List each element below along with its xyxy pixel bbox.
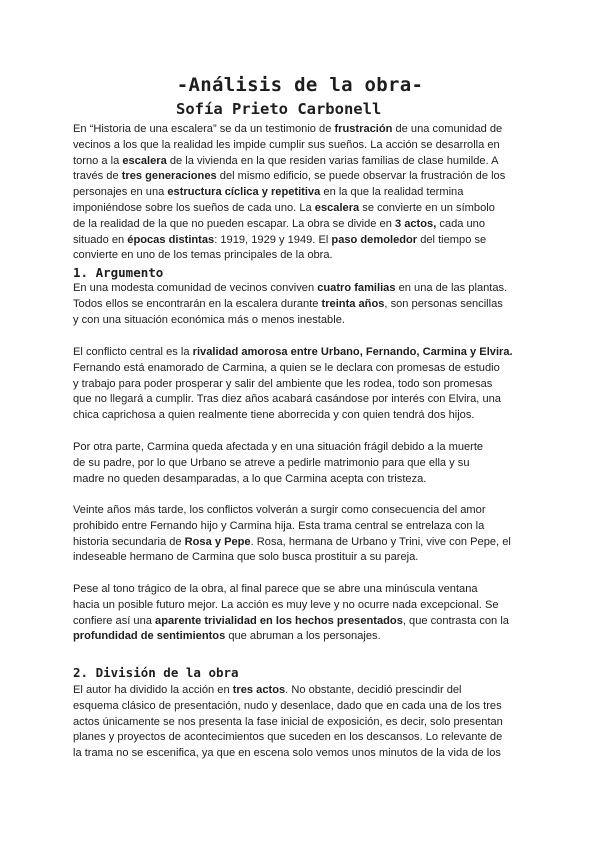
text-line bbox=[73, 582, 531, 598]
text-run: imponiéndose sobre los sueños de cada uno. La bbox=[73, 201, 315, 214]
text-line bbox=[73, 519, 531, 535]
text-run: , que contrasta con la bbox=[402, 614, 509, 627]
text-run: . No obstante, decidió prescindir del bbox=[285, 684, 462, 696]
text-run: Pese al tono trágico de la obra, al final parece que se abre una minúscula ventana bbox=[73, 583, 478, 595]
text-line bbox=[73, 629, 531, 645]
text-run: En una modesta comunidad de vecinos conviven bbox=[73, 282, 318, 294]
text-line bbox=[73, 440, 531, 456]
text-line bbox=[73, 248, 531, 264]
bold-text: treinta años bbox=[321, 297, 385, 310]
argumento-paragraph-4 bbox=[73, 503, 531, 566]
text-run: chica caprichosa a quien realmente tiene aborrecida y con quien tendrá dos hijos. bbox=[73, 409, 475, 422]
text-run: Por otra parte, Carmina queda afectada y en una situación frágil debido a la muerte bbox=[73, 441, 484, 453]
text-run: situado en bbox=[73, 233, 128, 246]
text-run: madre no queden desamparadas, a lo que Carmina acepta con tristeza. bbox=[73, 472, 427, 485]
text-run: del mismo edificio, se puede observar la frustración de los bbox=[216, 170, 506, 183]
text-line bbox=[73, 598, 531, 614]
text-run: : 1919, 1929 y 1949. El bbox=[214, 233, 332, 246]
bold-text: tres actos bbox=[232, 684, 286, 696]
argumento-paragraph-3 bbox=[73, 440, 531, 487]
text-run: confiere así una bbox=[73, 614, 156, 627]
text-run: de la vivienda en la que residen varias familias de clase humilde. A bbox=[166, 154, 499, 167]
section-heading-argumento: 1. Argumento bbox=[73, 265, 164, 280]
text-run: esquema clásico de presentación, nudo y desenlace, dado que en cada una de los tres bbox=[73, 699, 502, 712]
text-line bbox=[73, 550, 531, 566]
text-run: Todos ellos se encontrarán en la escalera durante bbox=[73, 297, 322, 310]
page-title: -Análisis de la obra- bbox=[176, 74, 424, 96]
argumento-paragraph-2 bbox=[73, 345, 531, 424]
text-line bbox=[73, 233, 531, 249]
text-run: se convierte en un símbolo bbox=[359, 201, 495, 214]
text-line bbox=[73, 535, 531, 551]
bold-text: tres generaciones bbox=[121, 170, 217, 183]
text-line bbox=[73, 138, 531, 154]
bold-text: cuatro familias bbox=[317, 282, 396, 294]
text-line bbox=[73, 297, 531, 313]
text-run: El autor ha dividido la acción en bbox=[73, 684, 233, 696]
text-line bbox=[73, 683, 531, 699]
text-run: de la realidad de la que no pueden escapar. La obra se divide en bbox=[73, 217, 395, 230]
text-run: través de bbox=[73, 170, 122, 183]
text-line bbox=[73, 715, 531, 731]
text-line bbox=[73, 122, 531, 138]
text-run: Veinte años más tarde, los conflictos volverán a surgir como consecuencia del amor bbox=[73, 504, 486, 516]
bold-text: frustración bbox=[334, 123, 393, 135]
text-line bbox=[73, 154, 531, 170]
bold-text: aparente trivialidad en los hechos presentados bbox=[155, 614, 403, 627]
bold-text: profundidad de sentimientos bbox=[73, 630, 226, 643]
text-run: planes y proyectos de acontecimientos que suceden en los descansos. Lo relevante de bbox=[73, 731, 503, 744]
bold-text: escalera bbox=[314, 201, 360, 214]
text-line bbox=[73, 699, 531, 715]
text-run: Fernando está enamorado de Carmina, a quien se le declara con promesas de estudio bbox=[73, 361, 500, 374]
bold-text: 3 actos, bbox=[394, 217, 437, 230]
text-run: de su padre, por lo que Urbano se atreve a pedirle matrimonio para que ella y su bbox=[73, 456, 470, 469]
text-run: y con una situación económica más o menos inestable. bbox=[73, 313, 345, 326]
text-run: torno a la bbox=[73, 154, 123, 167]
text-run: y trabajo para poder prosperar y salir del ambiente que les rodea, todo son promesas bbox=[73, 377, 493, 390]
bold-text: épocas distintas bbox=[127, 233, 215, 246]
argumento-paragraph-1 bbox=[73, 281, 531, 328]
text-run: que no llegará a cumplir. Tras diez años acabará casándose por interés con Elvira, una bbox=[73, 393, 501, 406]
text-run: del tiempo se bbox=[417, 233, 487, 246]
text-run: en una de las plantas. bbox=[395, 282, 508, 294]
bold-text: rivalidad amorosa entre Urbano, Fernando, Carmina y Elvira. bbox=[192, 346, 513, 358]
text-line bbox=[73, 472, 531, 488]
text-line bbox=[73, 169, 531, 185]
text-line bbox=[73, 185, 531, 201]
text-run: actos únicamente se nos presenta la fase inicial de exposición, es decir, solo presentan bbox=[73, 715, 503, 728]
text-run: . Rosa, hermana de Urbano y Trini, vive con Pepe, el bbox=[250, 535, 511, 548]
text-run: en la que la realidad termina bbox=[320, 186, 464, 199]
intro-paragraph bbox=[73, 122, 531, 264]
text-run: En “Historia de una escalera” se da un testimonio de bbox=[73, 123, 335, 135]
text-run: indeseable hermano de Carmina que solo busca prostituir a su pareja. bbox=[73, 551, 419, 564]
text-run: hacia un posible futuro mejor. La acción es muy leve y no ocurre nada excepcional. Se bbox=[73, 598, 499, 611]
text-line bbox=[73, 313, 531, 329]
bold-text: Rosa y Pepe bbox=[184, 535, 251, 548]
text-run: cada uno bbox=[436, 217, 486, 230]
text-line bbox=[73, 361, 531, 377]
text-run: historia secundaria de bbox=[73, 535, 185, 548]
text-line bbox=[73, 345, 531, 361]
text-run: El conflicto central es la bbox=[73, 346, 193, 358]
author-name: Sofía Prieto Carbonell bbox=[176, 100, 382, 118]
text-line bbox=[73, 730, 531, 746]
text-line bbox=[73, 456, 531, 472]
text-line bbox=[73, 503, 531, 519]
text-line bbox=[73, 408, 531, 424]
text-line bbox=[73, 746, 531, 762]
argumento-paragraph-5 bbox=[73, 582, 531, 645]
bold-text: paso demoledor bbox=[331, 233, 418, 246]
text-run: de una comunidad de bbox=[392, 123, 503, 135]
text-run: , son personas sencillas bbox=[384, 297, 503, 310]
text-run: la trama no se escenifica, ya que en escena solo vemos unos minutos de la vida de los bbox=[73, 747, 501, 760]
bold-text: estructura cíclica y repetitiva bbox=[167, 186, 321, 199]
text-line bbox=[73, 614, 531, 630]
division-paragraph bbox=[73, 683, 531, 762]
bold-text: escalera bbox=[122, 154, 167, 167]
text-run: personajes en una bbox=[73, 186, 168, 199]
text-line bbox=[73, 377, 531, 393]
text-run: convierte en uno de los temas principales de la obra. bbox=[73, 249, 333, 262]
text-run: que abruman a los personajes. bbox=[225, 630, 381, 643]
text-line bbox=[73, 217, 531, 233]
section-heading-division: 2. División de la obra bbox=[73, 665, 239, 680]
text-line bbox=[73, 281, 531, 297]
text-line bbox=[73, 201, 531, 217]
text-line bbox=[73, 392, 531, 408]
text-run: prohibido entre Fernando hijo y Carmina hija. Esta trama central se entrelaza con la bbox=[73, 519, 485, 532]
text-run: vecinos a los que la realidad les impide cumplir sus sueños. La acción se desarrolla en bbox=[73, 138, 500, 151]
